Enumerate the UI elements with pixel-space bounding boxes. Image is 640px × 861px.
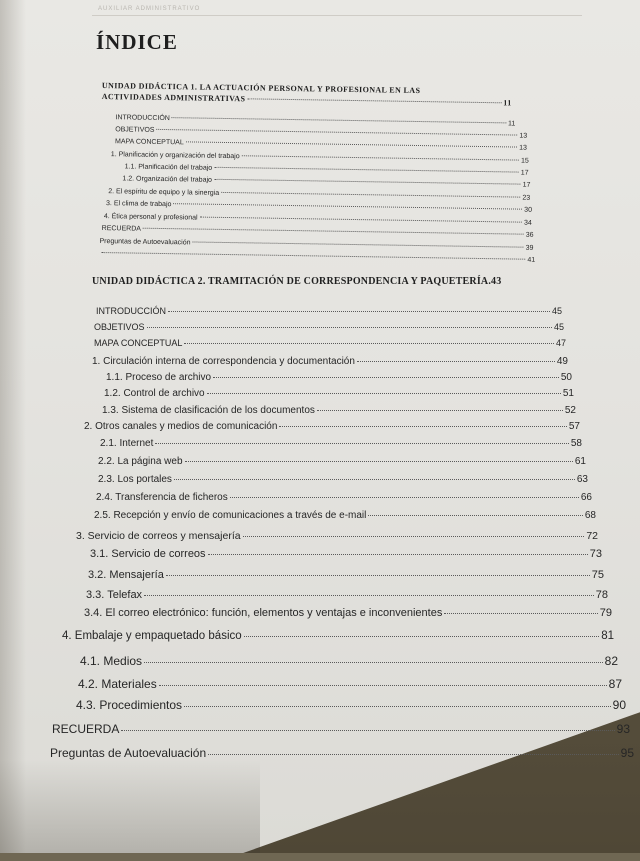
leader-dots	[368, 515, 583, 516]
toc-entry-text: 4. Embalaje y empaquetado básico	[62, 630, 242, 642]
toc-entry	[94, 322, 564, 332]
toc-entry-text: 4.1. Medios	[80, 654, 143, 668]
leader-dots	[159, 685, 607, 686]
toc-entry-page: 66	[580, 492, 592, 503]
toc-entry	[99, 238, 533, 252]
toc-entry-page: 72	[586, 530, 598, 542]
leader-dots	[186, 141, 517, 147]
toc-entry-page: 93	[616, 722, 630, 736]
leader-dots	[221, 192, 520, 198]
toc-entry-text: INTRODUCCIÓN	[96, 306, 166, 316]
toc-entry	[108, 188, 530, 202]
toc-entry-page: 15	[520, 157, 529, 165]
toc-entry-page: 75	[591, 569, 604, 581]
leader-dots	[208, 554, 588, 555]
leader-dots	[214, 167, 519, 173]
unit1-heading-line1: UNIDAD DIDÁCTICA 1. LA ACTUACIÓN PERSONAL Y PROFESIONAL EN LAS	[101, 81, 421, 96]
leader-dots	[144, 595, 594, 596]
toc-entry-page: 41	[527, 256, 536, 264]
toc-entry-text: OBJETIVOS	[94, 322, 145, 332]
leader-dots	[230, 497, 579, 498]
leader-dots	[121, 730, 614, 731]
toc-entry-page: 36	[525, 231, 534, 239]
toc-entry	[98, 456, 586, 467]
toc-entry	[90, 548, 602, 560]
leader-dots	[172, 117, 506, 123]
toc-entry	[94, 510, 596, 521]
toc-entry-page: 47	[555, 338, 566, 348]
toc-entry	[80, 654, 618, 668]
leader-dots	[174, 479, 575, 480]
toc-entry	[52, 722, 630, 736]
leader-dots	[200, 217, 522, 223]
toc-entry-text: Preguntas de Autoevaluación	[50, 746, 207, 760]
leader-dots	[317, 410, 563, 411]
toc-entry-page: 34	[523, 219, 532, 227]
toc-entry	[111, 151, 529, 165]
leader-dots	[279, 426, 566, 427]
toc-entry-page: 17	[520, 169, 529, 177]
toc-entry	[104, 388, 574, 399]
leader-dots	[184, 343, 554, 344]
toc-entry	[84, 607, 612, 619]
toc-entry	[122, 175, 530, 188]
toc-entry-page: 52	[564, 405, 576, 416]
unit2-heading-text: UNIDAD DIDÁCTICA 2. TRAMITACIÓN DE CORRESPONDENCIA Y PAQUETERÍA.	[92, 276, 492, 287]
toc-entry-text: INTRODUCCIÓN	[115, 114, 170, 123]
toc-entry	[76, 698, 626, 712]
running-header: AUXILIAR ADMINISTRATIVO	[98, 6, 201, 12]
toc-entry-text: 2.4. Transferencia de ficheros	[96, 492, 228, 503]
toc-entry-text: 4. Ética personal y profesional	[103, 213, 198, 222]
toc-entry-text: 3. El clima de trabajo	[106, 200, 172, 209]
toc-entry	[84, 421, 580, 432]
toc-entry-text: 1.1. Proceso de archivo	[106, 372, 212, 383]
leader-dots	[155, 443, 569, 444]
leader-dots	[357, 361, 555, 362]
toc-entry	[76, 530, 598, 542]
toc-entry	[62, 630, 614, 642]
toc-entry-page: 63	[576, 474, 588, 485]
toc-entry-page: 82	[604, 654, 618, 668]
toc-entry-text: RECUERDA	[101, 225, 142, 233]
toc-entry	[98, 474, 588, 485]
toc-entry-text: 2.2. La página web	[98, 456, 183, 467]
page-title: ÍNDICE	[96, 30, 178, 54]
leader-dots	[168, 311, 550, 312]
toc-entry	[88, 569, 604, 581]
toc-entry-page: 51	[562, 388, 574, 399]
toc-entry-text: 2.3. Los portales	[98, 474, 172, 485]
leader-dots	[193, 241, 524, 247]
toc-entry-page: 78	[595, 589, 608, 601]
toc-entry	[115, 114, 515, 127]
leader-dots	[185, 461, 573, 462]
toc-entry-text: 3.1. Servicio de correos	[90, 548, 206, 560]
leader-dots	[157, 129, 518, 136]
toc-entry-page: 79	[599, 607, 612, 619]
leader-dots	[247, 98, 501, 103]
toc-entry	[92, 356, 568, 367]
toc-entry-page: 81	[601, 630, 614, 642]
toc-entry-page: 45	[553, 322, 564, 332]
toc-entry-page: 87	[608, 677, 622, 691]
toc-entry-text: 3.3. Telefax	[86, 589, 143, 601]
unit1-heading-page: 11	[503, 98, 512, 108]
toc-entry	[115, 126, 527, 139]
toc-entry	[100, 438, 582, 449]
leader-dots	[184, 706, 611, 707]
unit1-heading-line2-row	[102, 92, 512, 107]
toc-entry	[115, 138, 527, 151]
unit1-heading-line2: ACTIVIDADES ADMINISTRATIVAS	[101, 92, 246, 104]
toc-entry	[86, 589, 608, 601]
toc-entry-page: 45	[551, 306, 562, 316]
toc-entry	[99, 250, 535, 264]
leader-dots	[208, 754, 619, 755]
toc-entry-text: 1.2. Organización del trabajo	[122, 175, 212, 184]
toc-entry-page: 73	[589, 548, 602, 560]
toc-entry-page: 39	[525, 244, 534, 252]
toc-entry-page: 58	[570, 438, 582, 449]
toc-entry-page: 17	[522, 181, 531, 189]
leader-dots	[242, 155, 519, 160]
toc-entry-text: 1.1. Planificación del trabajo	[124, 163, 213, 172]
toc-entry	[104, 213, 532, 227]
leader-dots	[243, 536, 585, 537]
leader-dots	[143, 228, 524, 235]
leader-dots	[144, 662, 603, 663]
toc-entry-page: 68	[584, 510, 596, 521]
toc-entry-page: 30	[524, 206, 533, 214]
leader-dots	[214, 179, 521, 185]
toc-entry-text: 3.4. El correo electrónico: función, elementos y ventajas e inconvenientes	[84, 607, 443, 619]
toc-entry	[96, 306, 562, 316]
toc-entry	[106, 372, 572, 383]
toc-entry-text: 3. Servicio de correos y mensajería	[76, 530, 241, 542]
toc-entry-text: 2.5. Recepción y envío de comunicaciones a través de e-mail	[94, 510, 367, 521]
toc-entry-text: OBJETIVOS	[115, 126, 155, 134]
toc-entry	[94, 338, 566, 348]
toc-entry-text: 2. Otros canales y medios de comunicación	[84, 421, 278, 432]
toc-entry-page: 95	[620, 746, 634, 760]
toc-entry-page: 13	[519, 144, 528, 152]
toc-entry-page: 11	[508, 120, 516, 128]
leader-dots	[166, 575, 590, 576]
leader-dots	[244, 636, 600, 637]
toc-entry-page: 50	[560, 372, 572, 383]
toc-entry-text: RECUERDA	[52, 722, 120, 736]
toc-entry-text: 1.3. Sistema de clasificación de los documentos	[102, 405, 315, 416]
toc-entry	[102, 405, 576, 416]
toc-entry-page: 23	[522, 194, 531, 202]
toc-entry	[50, 746, 634, 760]
toc-entry	[102, 225, 534, 239]
toc-entry-text: 4.3. Procedimientos	[76, 698, 183, 712]
toc-entry-text: 1. Planificación y organización del trabajo	[110, 151, 240, 161]
leader-dots	[101, 252, 525, 260]
toc-entry	[78, 677, 622, 691]
toc-entry-text: 2.1. Internet	[100, 438, 154, 449]
toc-entry-text: MAPA CONCEPTUAL	[94, 338, 183, 348]
toc-entry-page: 90	[612, 698, 626, 712]
toc-entry-text: 1.2. Control de archivo	[104, 388, 205, 399]
toc-entry-text: MAPA CONCEPTUAL	[114, 138, 184, 147]
unit2-heading-page: 43	[491, 276, 502, 287]
toc-entry-text: 2. El espíritu de equipo y la sinergia	[108, 188, 220, 197]
leader-dots	[147, 327, 552, 328]
leader-dots	[213, 377, 559, 378]
toc-entry-page: 13	[519, 132, 528, 140]
toc-entry-text: 4.2. Materiales	[78, 677, 157, 691]
toc-entry-page: 57	[568, 421, 580, 432]
toc-entry-text: Preguntas de Autoevaluación	[99, 238, 191, 247]
toc-entry-text: 3.2. Mensajería	[88, 569, 164, 581]
toc-entry	[96, 492, 592, 503]
toc-entry-page: 61	[574, 456, 586, 467]
toc-entry-page: 49	[556, 356, 568, 367]
leader-dots	[173, 203, 522, 209]
unit2-heading	[92, 276, 562, 287]
toc-entry	[125, 163, 529, 176]
toc-entry	[106, 200, 532, 214]
toc-entry-text: 1. Circulación interna de correspondencia y documentación	[92, 356, 355, 367]
leader-dots	[207, 393, 561, 394]
leader-dots	[444, 613, 597, 614]
